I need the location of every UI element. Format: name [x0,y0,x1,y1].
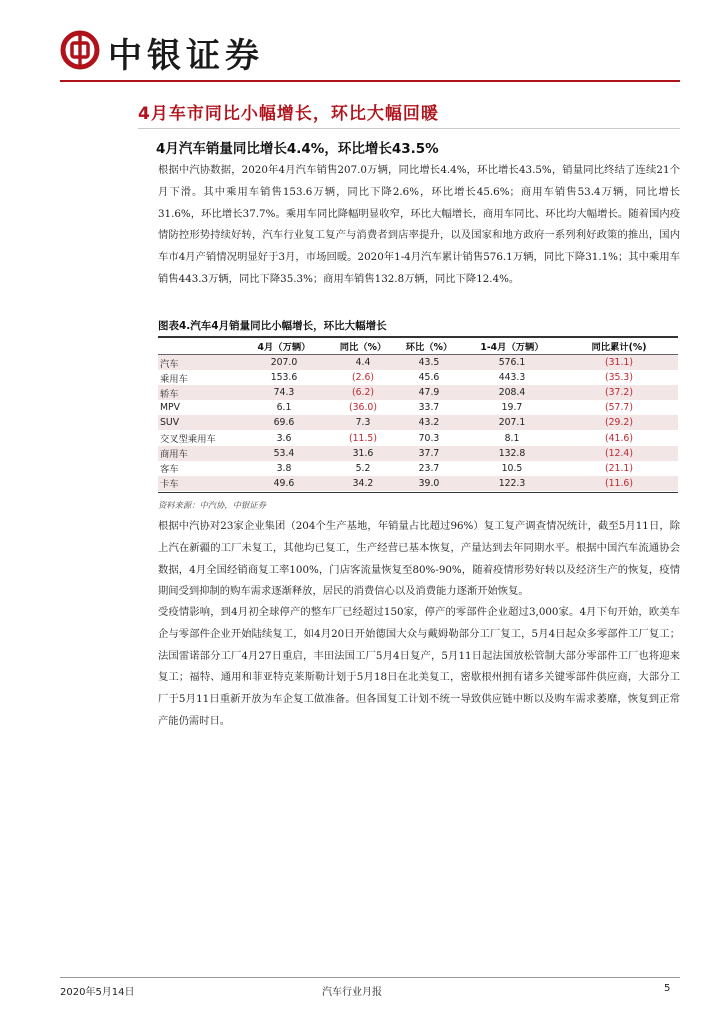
yoy-change-cell: (11.5) [349,432,377,444]
ytd-yoy-change-cell: (41.6) [605,432,633,444]
mom-change-cell: 37.7 [394,446,464,461]
ytd-yoy-change-cell: (37.2) [560,385,678,400]
subsection-title: 4月汽车销量同比增长4.4%，环比增长43.5% [156,141,439,157]
mom-change-cell: 23.7 [418,462,440,474]
ytd-sales-cell: 122.3 [464,476,560,491]
mom-change-cell: 33.7 [418,402,440,414]
table-header-row [158,338,678,355]
mom-change-cell: 70.3 [418,432,440,444]
report-header [60,30,680,82]
yoy-change-cell: 5.2 [355,462,371,474]
footer-divider [60,977,680,978]
bank-of-china-logo-icon [60,30,100,70]
table-title: 图表4.汽车4月销量同比小幅增长，环比大幅增长 [158,320,387,332]
table-row [158,355,678,371]
sales-table-block [158,318,678,511]
yoy-change-cell: (6.2) [332,385,394,400]
ytd-sales-cell: 132.8 [464,446,560,461]
row-label-cell: 轿车 [158,385,236,400]
ytd-yoy-change-cell: (57.7) [605,402,633,414]
table-row [158,370,678,385]
header-divider [60,80,680,82]
ytd-yoy-change-cell: (35.3) [605,372,633,384]
table-row [158,415,678,430]
ytd-yoy-change-cell: (21.1) [605,462,633,474]
sales-table [158,338,678,491]
paragraph-sales-summary: 根据中汽协数据，2020年4月汽车销售207.0万辆，同比增长4.4%，环比增长43.5%，销量同比终结了连续21个月下滑。其中乘用车销售153.6万辆，同比下降2.6%，环比增长45.6%；商用车销售53.4万辆，同比增长31.6%，环比增长37.7%。乘用车同比降幅明显收窄，环比大幅增长，商用车同比、环比均大幅增长。随着国内疫情防控形势持续好转，汽车行业复工复产与消费者到店率提升，以及国家和地方政府一系列利好政策的推出，国内车市4月产销情况明显好于3月，市场回暖。2020年1-4月汽车累计销售576.1万辆，同比下降31.1%；其中乘用车销售443.3万辆，同比下降35.3%；商用车销售132.8万辆，同比下降12.4%。 [158,164,680,285]
april-sales-cell: 53.4 [236,446,332,461]
row-label-cell: 商用车 [158,446,236,461]
footer-report-name: 汽车行业月报 [322,987,382,998]
yoy-change-cell: 4.4 [332,355,394,371]
row-label-cell: 卡车 [158,476,236,491]
row-label-cell: MPV [160,402,180,414]
april-sales-cell: 74.3 [236,385,332,400]
ytd-sales-cell: 207.1 [464,415,560,430]
table-header-cell: 环比（%） [394,338,464,355]
ytd-yoy-change-cell: (29.2) [560,415,678,430]
ytd-sales-cell: 443.3 [498,372,526,384]
table-row [158,430,678,445]
section-title: 4月车市同比小幅增长，环比大幅回暖 [138,104,439,124]
page-number: 5 [664,983,671,994]
yoy-change-cell: (36.0) [349,402,377,414]
table-row [158,476,678,491]
april-sales-cell: 69.6 [236,415,332,430]
paragraph-resumption-domestic: 根据中汽协对23家企业集团（204个生产基地，年销量占比超过96%）复工复产调查情况统计，截至5月11日，除上汽在新疆的工厂未复工，其他均已复工，生产经营已基本恢复，产量达到去年同期水平。根据中国汽车流通协会数据，4月全国经销商复工率100%，门店客流量恢复至80%-90%，随着疫情形势好转以及经济生产的恢复，疫情期间受到抑制的购车需求逐渐释放，居民的消费信心以及消费能力逐渐开始恢复。 [158,520,680,598]
ytd-sales-cell: 19.7 [501,402,523,414]
mom-change-cell: 47.9 [394,385,464,400]
april-sales-cell: 207.0 [236,355,332,371]
yoy-change-cell: 7.3 [332,415,394,430]
table-header-cell: 同比累计(%) [560,338,678,355]
table-header-cell [158,338,236,355]
row-label-cell: 汽车 [158,355,236,371]
mom-change-cell: 43.5 [394,355,464,371]
paragraph-resumption-global: 受疫情影响，到4月初全球停产的整车厂已经超过150家，停产的零部件企业超过3,000家。4月下旬开始，欧美车企与零部件企业开始陆续复工，如4月20日开始德国大众与戴姆勒部分工厂复工，5月4日起众多零部件工厂复工；法国雷诺部分工厂4月27日重启，丰田法国工厂5月4日复产，5月11日起法国放松管制大部分零部件工厂也将迎来复工；福特、通用和菲亚特克莱斯勒计划于5月18日在北美复工，密歇根州拥有诸多关键零部件供应商，大部分工厂于5月11日重新开放为车企复工做准备。但各国复工计划不统一导致供应链中断以及购车需求萎靡，恢复到正常产能仍需时日。 [158,606,680,727]
ytd-yoy-change-cell: (12.4) [560,446,678,461]
table-header-cell: 1-4月（万辆） [464,338,560,355]
april-sales-cell: 6.1 [276,402,292,414]
row-label-cell: 客车 [160,464,179,476]
ytd-yoy-change-cell: (11.6) [560,476,678,491]
table-row [158,385,678,400]
table-header-cell: 4月（万辆） [236,338,332,355]
april-sales-cell: 3.6 [276,432,292,444]
section-divider [138,128,680,129]
row-label-cell: 乘用车 [160,373,188,385]
yoy-change-cell: 34.2 [332,476,394,491]
mom-change-cell: 39.0 [394,476,464,491]
table-row [158,400,678,415]
row-label-cell: 交叉型乘用车 [160,434,216,446]
ytd-sales-cell: 208.4 [464,385,560,400]
table-source-note: 资料来源：中汽协，中银证券 [158,499,266,510]
april-sales-cell: 49.6 [236,476,332,491]
ytd-sales-cell: 10.5 [501,462,523,474]
yoy-change-cell: 31.6 [332,446,394,461]
table-row [158,461,678,476]
mom-change-cell: 45.6 [418,372,440,384]
yoy-change-cell: (2.6) [351,372,375,384]
table-header-cell: 同比（%） [332,338,394,355]
mom-change-cell: 43.2 [394,415,464,430]
table-bottom-rule [158,492,678,493]
april-sales-cell: 3.8 [276,462,292,474]
table-row [158,446,678,461]
footer-date: 2020年5月14日 [60,987,135,998]
ytd-sales-cell: 576.1 [464,355,560,371]
brand-name: 中银证券 [108,36,264,76]
april-sales-cell: 153.6 [270,372,298,384]
ytd-sales-cell: 8.1 [504,432,520,444]
ytd-yoy-change-cell: (31.1) [560,355,678,371]
row-label-cell: SUV [158,415,236,430]
